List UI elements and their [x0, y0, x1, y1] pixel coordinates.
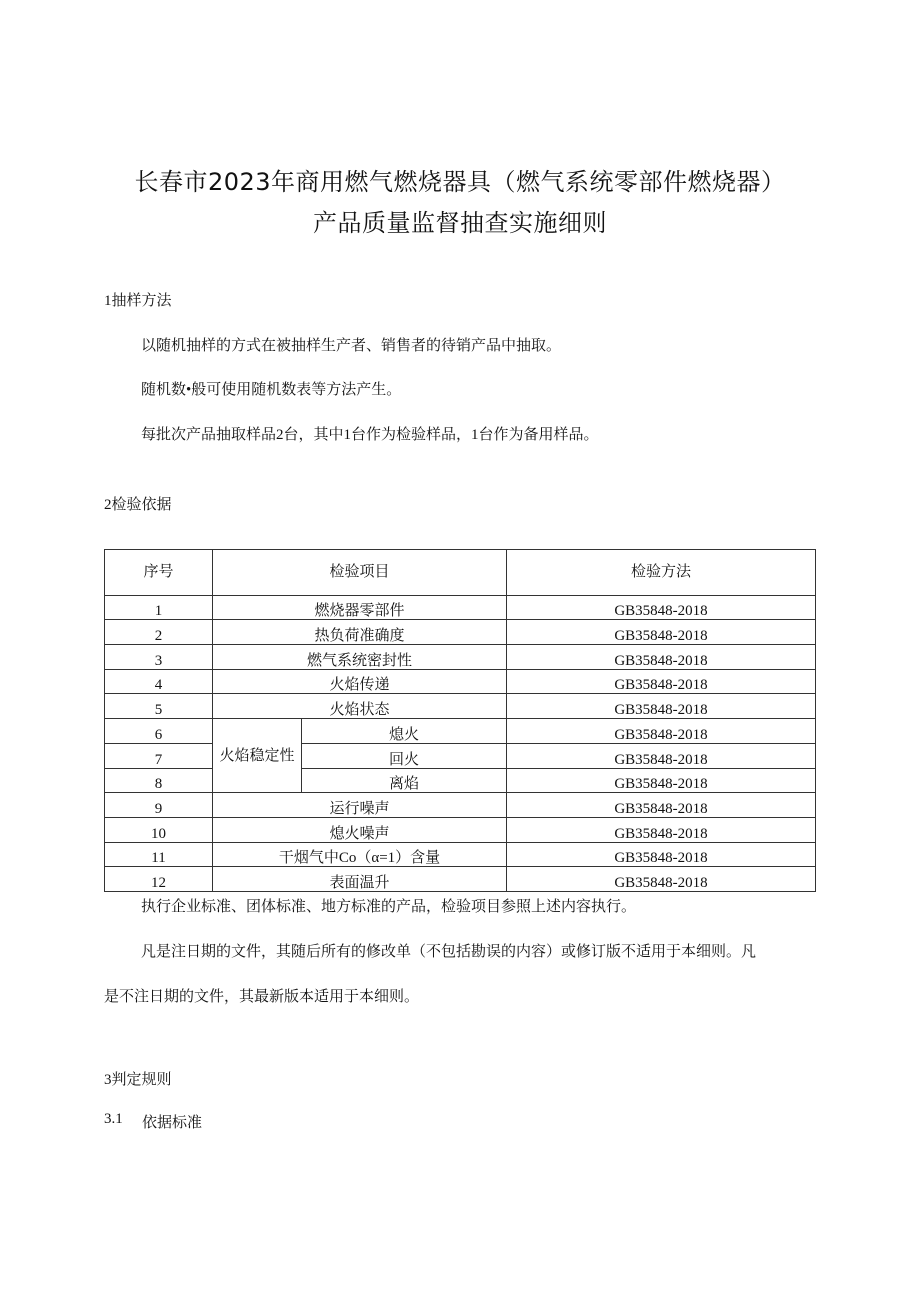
row-number: 11 — [105, 842, 213, 867]
row-number: 9 — [105, 793, 213, 818]
header-method: 检验方法 — [507, 550, 816, 596]
table-row — [105, 768, 816, 793]
table-row — [105, 694, 816, 719]
row-number: 4 — [105, 669, 213, 694]
row-item: 熄火 — [302, 719, 507, 744]
row-number: 12 — [105, 867, 213, 892]
header-item: 检验项目 — [213, 550, 507, 596]
row-method: GB35848-2018 — [507, 842, 816, 867]
row-number: 1 — [105, 595, 213, 620]
row-item: 回火 — [302, 743, 507, 768]
row-number: 3 — [105, 645, 213, 670]
row-method: GB35848-2018 — [507, 743, 816, 768]
table-row — [105, 793, 816, 818]
header-number: 序号 — [105, 550, 213, 596]
table-row — [105, 867, 816, 892]
row-method: GB35848-2018 — [507, 768, 816, 793]
row-method: GB35848-2018 — [507, 645, 816, 670]
row-number: 5 — [105, 694, 213, 719]
section-3-heading: 3判定规则 — [104, 1072, 172, 1088]
section-1-paragraph-3: 每批次产品抽取样品2台，其中1台作为检验样品，1台作为备用样品。 — [141, 427, 599, 443]
row-method: GB35848-2018 — [507, 694, 816, 719]
section-1-heading: 1抽样方法 — [104, 293, 172, 309]
row-method: GB35848-2018 — [507, 669, 816, 694]
row-item: 燃烧器零部件 — [213, 595, 507, 620]
after-table-paragraph-2-line-1: 凡是注日期的文件，其随后所有的修改单（不包括勘误的内容）或修订版不适用于本细则。凡 — [141, 944, 757, 960]
section-3-1-heading: 依据标准 — [142, 1115, 203, 1131]
row-item: 熄火噪声 — [213, 817, 507, 842]
table-row — [105, 620, 816, 645]
row-item: 运行噪声 — [213, 793, 507, 818]
table-header-row — [105, 550, 816, 596]
row-item: 干烟气中Co（α=1）含量 — [213, 842, 507, 867]
row-number: 2 — [105, 620, 213, 645]
row-number: 10 — [105, 817, 213, 842]
row-method: GB35848-2018 — [507, 793, 816, 818]
document-title-line-2: 产品质量监督抽查实施细则 — [313, 209, 607, 237]
section-3-1-number: 3.1 — [104, 1111, 123, 1127]
table-row — [105, 645, 816, 670]
section-1-paragraph-1: 以随机抽样的方式在被抽样生产者、销售者的待销产品中抽取。 — [141, 338, 562, 354]
table-row — [105, 842, 816, 867]
row-item: 火焰状态 — [213, 694, 507, 719]
table-row — [105, 595, 816, 620]
row-item: 燃气系统密封性 — [213, 645, 507, 670]
inspection-table — [104, 549, 816, 892]
after-table-paragraph-2-line-2: 是不注日期的文件，其最新版本适用于本细则。 — [104, 989, 420, 1005]
table-row — [105, 669, 816, 694]
row-method: GB35848-2018 — [507, 620, 816, 645]
row-number: 7 — [105, 743, 213, 768]
row-item: 火焰传递 — [213, 669, 507, 694]
row-method: GB35848-2018 — [507, 595, 816, 620]
table-row — [105, 719, 816, 744]
row-item: 表面温升 — [213, 867, 507, 892]
section-1-paragraph-2: 随机数•般可使用随机数表等方法产生。 — [141, 382, 402, 398]
row-item: 离焰 — [302, 768, 507, 793]
row-method: GB35848-2018 — [507, 867, 816, 892]
document-title-line-1: 长春市2023年商用燃气燃烧器具（燃气系统零部件燃烧器） — [134, 168, 786, 196]
after-table-paragraph-1: 执行企业标准、团体标准、地方标准的产品，检验项目参照上述内容执行。 — [141, 899, 637, 915]
section-2-heading: 2检验依据 — [104, 497, 172, 513]
row-method: GB35848-2018 — [507, 817, 816, 842]
row-method: GB35848-2018 — [507, 719, 816, 744]
table-row — [105, 817, 816, 842]
flame-stability-group-label: 火焰稳定性 — [213, 719, 302, 793]
row-number: 8 — [105, 768, 213, 793]
row-item: 热负荷准确度 — [213, 620, 507, 645]
row-number: 6 — [105, 719, 213, 744]
table-row — [105, 743, 816, 768]
